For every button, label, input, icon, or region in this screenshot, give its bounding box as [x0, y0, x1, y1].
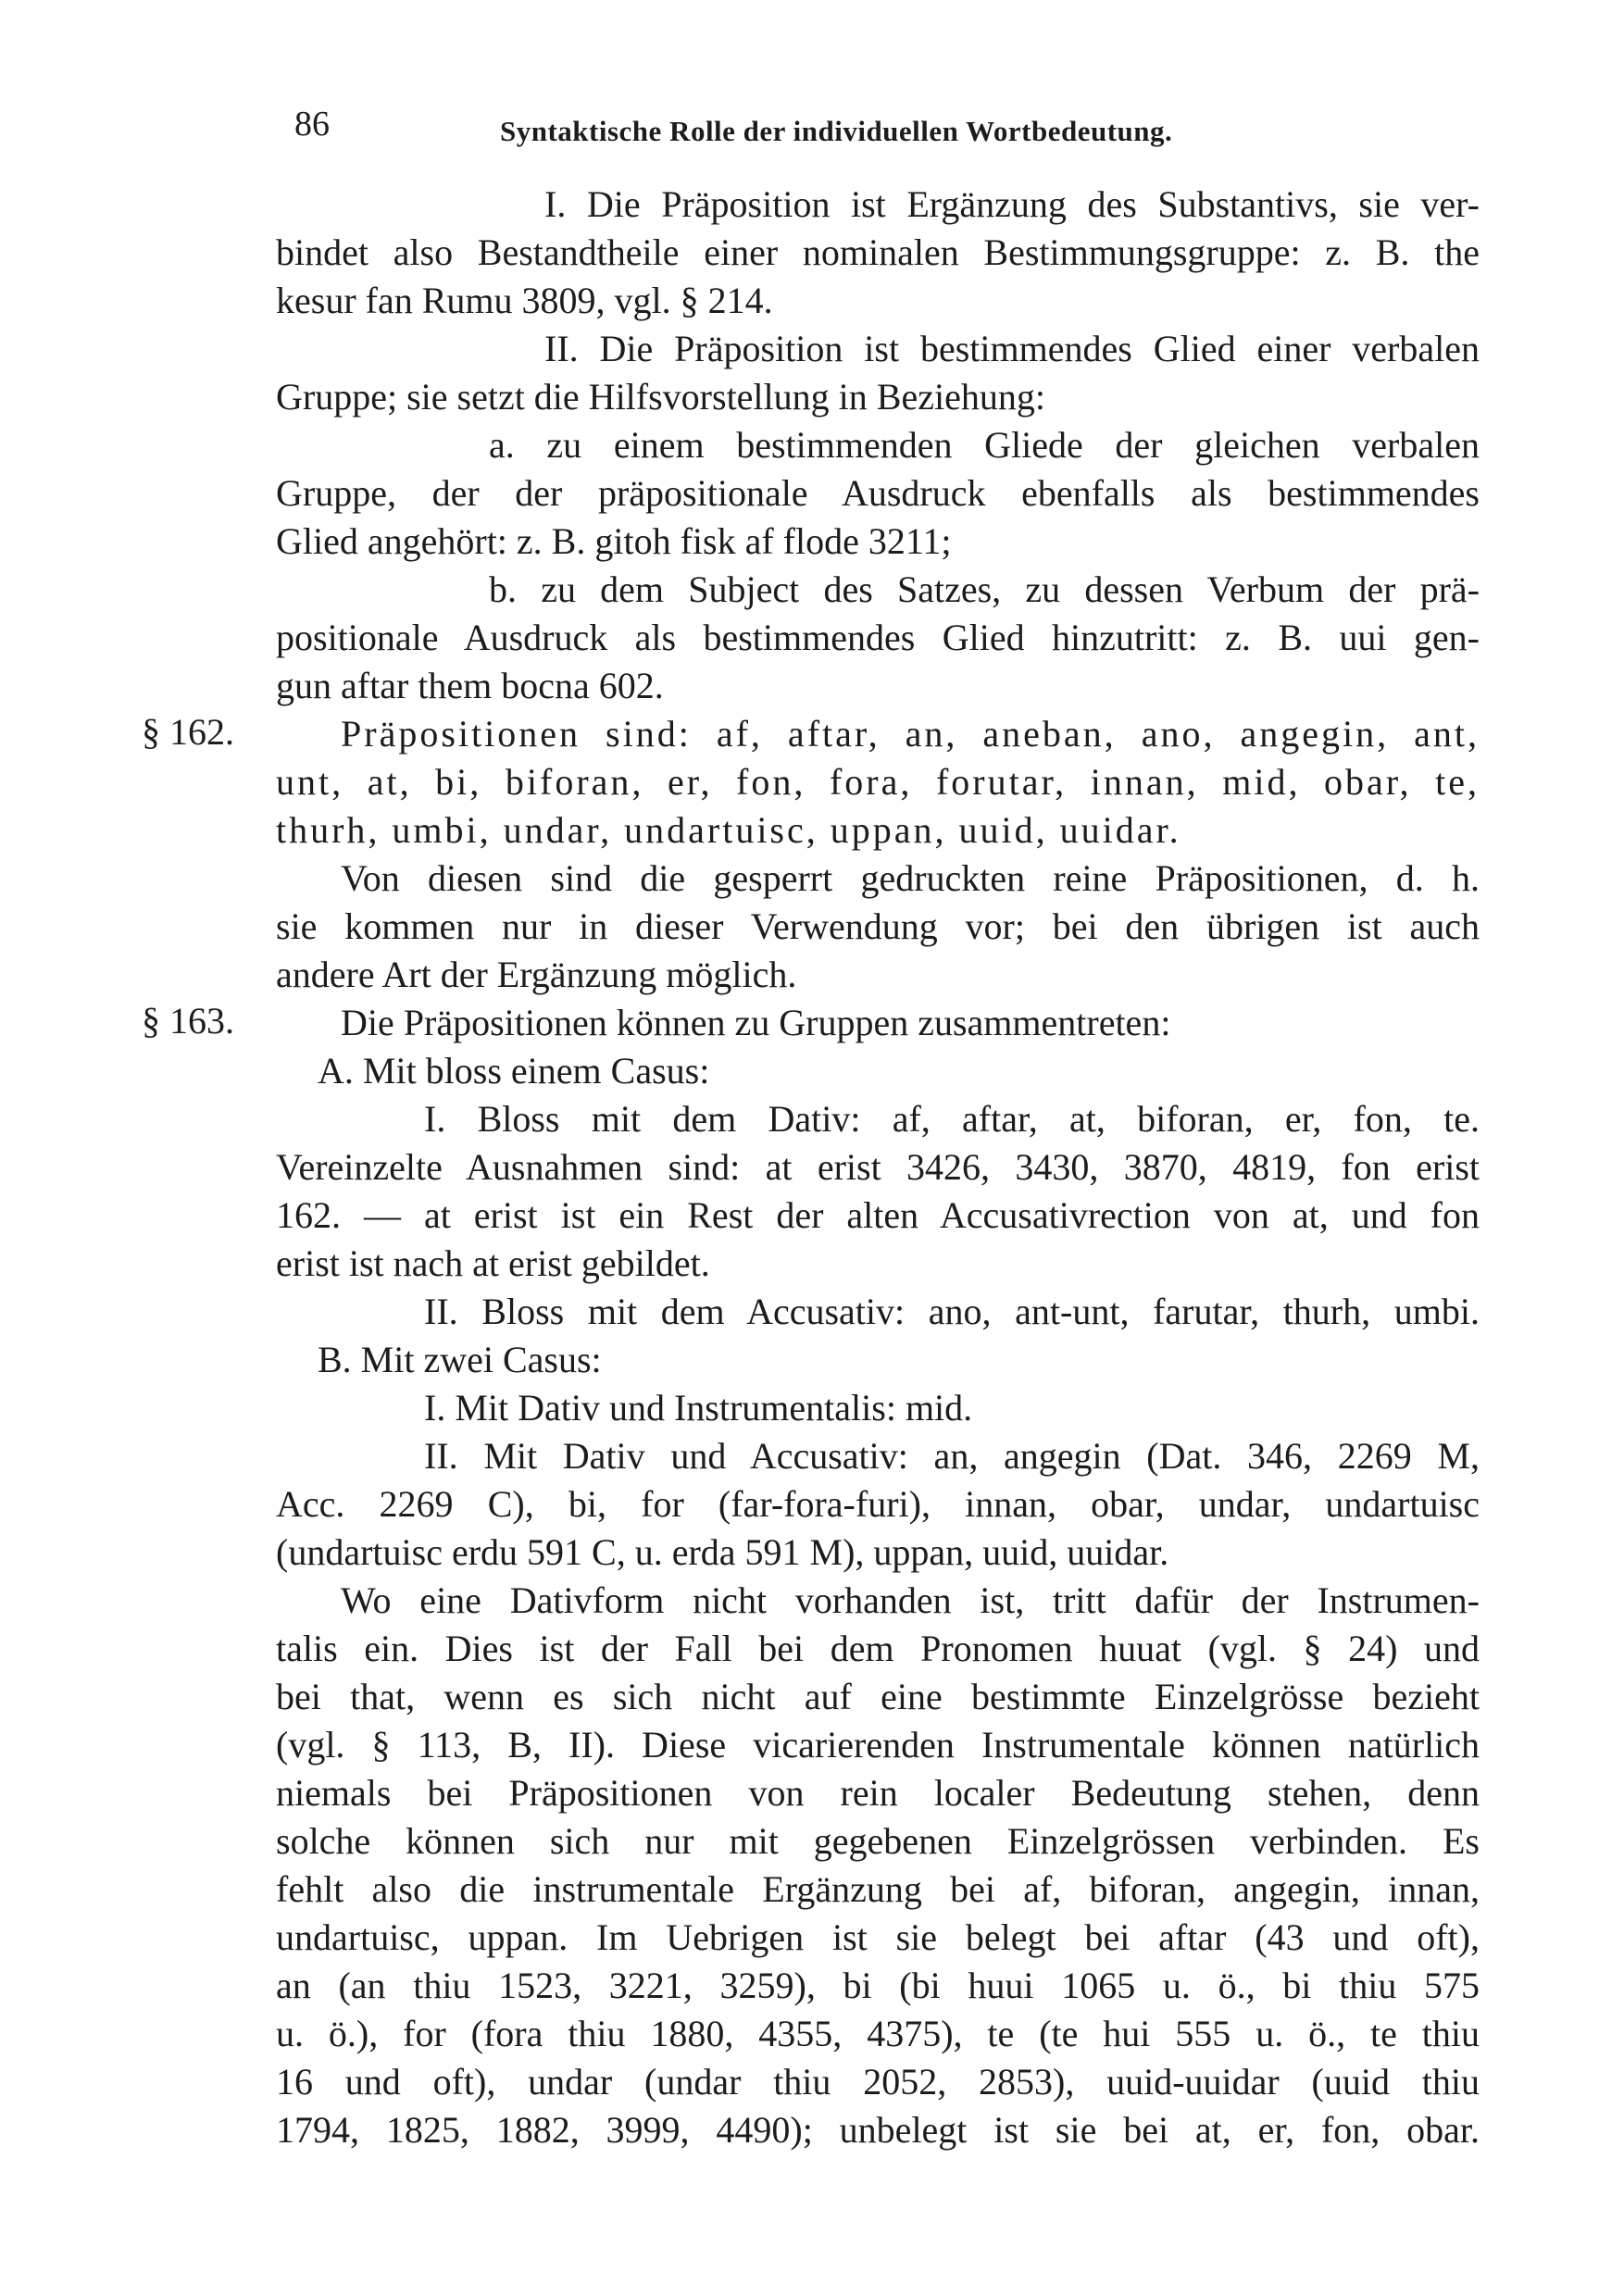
text-line: solche können sich nur mit gegebenen Einzelgrössen verbinden. Es — [276, 1820, 1480, 1862]
text-line: Präpositionen sind: af, aftar, an, aneban, ano, angegin, ant, — [341, 713, 1480, 755]
page-header — [294, 104, 1276, 159]
section-mark: § 163. — [142, 1000, 234, 1042]
text-line: fehlt also die instrumentale Ergänzung bei af, biforan, angegin, innan, — [276, 1868, 1480, 1910]
text-line: II. Die Präposition ist bestimmendes Glied einer verbalen — [544, 328, 1480, 369]
text-line: I. Bloss mit dem Dativ: af, aftar, at, biforan, er, fon, te. — [424, 1098, 1480, 1140]
text-line: sie kommen nur in dieser Verwendung vor; bei den übrigen ist auch — [276, 905, 1480, 947]
text-line: bindet also Bestandtheile einer nominalen Bestimmungsgruppe: z. B. the — [276, 231, 1480, 273]
text-line: (undartuisc erdu 591 C, u. erda 591 M), uppan, uuid, uuidar. — [276, 1531, 1169, 1573]
text-line: a. zu einem bestimmenden Gliede der gleichen verbalen — [489, 424, 1480, 466]
text-line: B. Mit zwei Casus: — [318, 1339, 602, 1380]
text-line: Von diesen sind die gesperrt gedruckten reine Präpositionen, d. h. — [341, 857, 1480, 899]
text-line: talis ein. Dies ist der Fall bei dem Pronomen huuat (vgl. § 24) und — [276, 1628, 1480, 1669]
text-line: erist ist nach at erist gebildet. — [276, 1242, 710, 1284]
text-line: Glied angehört: z. B. gitoh fisk af flode 3211; — [276, 520, 952, 562]
text-line: positionale Ausdruck als bestimmendes Glied hinzutritt: z. B. uui gen- — [276, 617, 1480, 658]
text-line: an (an thiu 1523, 3221, 3259), bi (bi huui 1065 u. ö., bi thiu 575 — [276, 1965, 1480, 2006]
text-line: 162. — at erist ist ein Rest der alten Accusativrection von at, und fon — [276, 1194, 1480, 1236]
text-line: Wo eine Dativform nicht vorhanden ist, tritt dafür der Instrumen- — [341, 1579, 1480, 1621]
text-line: II. Mit Dativ und Accusativ: an, angegin (Dat. 346, 2269 M, — [424, 1435, 1480, 1477]
text-line: andere Art der Ergänzung möglich. — [276, 954, 797, 995]
text-line: II. Bloss mit dem Accusativ: ano, ant-unt, farutar, thurh, umbi. — [424, 1291, 1480, 1332]
text-line: kesur fan Rumu 3809, vgl. § 214. — [276, 280, 773, 321]
page-number: 86 — [294, 105, 330, 144]
section-162 — [142, 710, 1480, 999]
text-line: Die Präpositionen können zu Gruppen zusammentreten: — [341, 1002, 1171, 1043]
text-line: A. Mit bloss einem Casus: — [318, 1050, 710, 1092]
text-line: 16 und oft), undar (undar thiu 2052, 2853), uuid-uuidar (uuid thiu — [276, 2061, 1480, 2103]
text-line: Gruppe; sie setzt die Hilfsvorstellung in Beziehung: — [276, 376, 1045, 418]
text-line: niemals bei Präpositionen von rein localer Bedeutung stehen, denn — [276, 1772, 1480, 1814]
text-line: Vereinzelte Ausnahmen sind: at erist 3426, 3430, 3870, 4819, fon erist — [276, 1146, 1480, 1188]
running-title: Syntaktische Rolle der individuellen Wortbedeutung. — [500, 115, 1173, 147]
text-line: unt, at, bi, biforan, er, fon, fora, forutar, innan, mid, obar, te, — [276, 761, 1480, 803]
text-line: 1794, 1825, 1882, 3999, 4490); unbelegt ist sie bei at, er, fon, obar. — [276, 2109, 1480, 2151]
text-line: Gruppe, der der präpositionale Ausdruck ebenfalls als bestimmendes — [276, 472, 1480, 514]
section-163 — [142, 999, 1480, 2154]
text-line: thurh, umbi, undar, undartuisc, uppan, uuid, uuidar. — [276, 809, 1181, 851]
text-line: I. Die Präposition ist Ergänzung des Substantivs, sie ver- — [544, 183, 1480, 225]
text-line: Acc. 2269 C), bi, for (far-fora-furi), innan, obar, undar, undartuisc — [276, 1483, 1480, 1525]
section-mark: § 162. — [142, 711, 234, 753]
text-line: bei that, wenn es sich nicht auf eine bestimmte Einzelgrösse bezieht — [276, 1676, 1480, 1717]
text-line: b. zu dem Subject des Satzes, zu dessen Verbum der prä- — [489, 568, 1480, 610]
text-line: (vgl. § 113, B, II). Diese vicarierenden Instrumentale können natürlich — [276, 1724, 1480, 1766]
text-line: undartuisc, uppan. Im Uebrigen ist sie belegt bei aftar (43 und oft), — [276, 1916, 1480, 1958]
body-text — [142, 181, 1480, 2154]
text-line: I. Mit Dativ und Instrumentalis: mid. — [424, 1387, 973, 1429]
text-line: u. ö.), for (fora thiu 1880, 4355, 4375), te (te hui 555 u. ö., te thiu — [276, 2013, 1480, 2054]
text-line: gun aftar them bocna 602. — [276, 665, 664, 706]
